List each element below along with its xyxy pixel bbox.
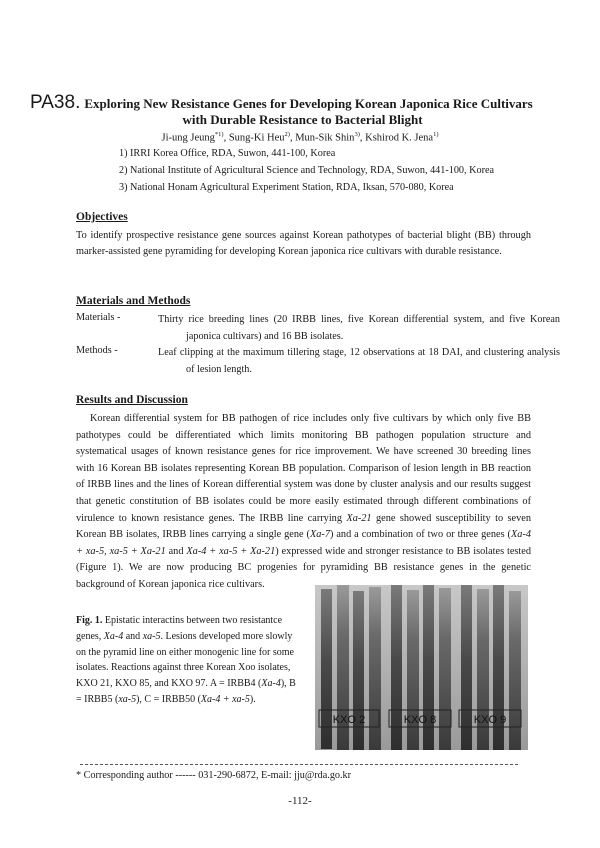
abstract-id: PA38.: [30, 92, 81, 113]
materials-text: Thirty rice breeding lines (20 IRBB lines, five Korean differential system, and five Korean japonica cultivars) and 16 BB isolates.: [158, 314, 560, 342]
caption-text: ), B = IRBB5 (: [76, 678, 296, 705]
author-list: Ji-ung Jeung$^{*1)}$, Sung-Ki Heu$^{2)}$, Mun-Sik Shin$^{3)}$, Kshirod K. Jena$^{1)}$: [161, 131, 439, 144]
gene-name: Xa-7: [309, 529, 330, 541]
affiliation: 2) National Institute of Agricultural Science and Technology, RDA, Suwon, 441-100, Korea: [119, 165, 495, 176]
author-name: Mun-Sik Shin: [295, 132, 355, 144]
photo-label-1: KXO 2: [332, 714, 366, 726]
methods-text: Leaf clipping at the maximum tillering stage, 12 observations at 18 DAI, and clustering analysis of lesion length.: [158, 347, 560, 375]
gene-name: xa-5: [118, 693, 137, 705]
leaf-photo: [315, 585, 528, 750]
gene-name: Xa-4 + xa-5 + Xa-21: [186, 545, 276, 557]
author-name: Ji-ung Jeung: [161, 132, 215, 144]
figure-caption: [76, 613, 298, 708]
results-text: gene showed susceptibility to seven Korean BB isolates, IRBB lines carrying a single gene (: [76, 512, 531, 541]
author-name: Kshirod K. Jena: [365, 132, 434, 144]
paper-title: [30, 92, 575, 127]
gene-name: xa-5: [142, 630, 161, 642]
page-number: -112-: [288, 795, 312, 807]
gene-name: Xa-4: [103, 630, 124, 642]
photo-label-3: KXO 9: [473, 714, 507, 726]
gene-name: Xa-4: [261, 678, 281, 690]
author-name: Sung-Ki Heu: [228, 132, 285, 144]
section-heading-methods: Materials and Methods: [76, 295, 191, 307]
author-mark: *1): [214, 131, 224, 138]
materials-label: Materials -: [76, 312, 121, 323]
author-mark: 1): [433, 131, 439, 138]
affiliation: 3) National Honam Agricultural Experiment Station, RDA, Iksan, 570-080, Korea: [119, 182, 454, 193]
section-heading-objectives: Objectives: [76, 211, 128, 223]
title-line-2: with Durable Resistance to Bacterial Blight: [182, 112, 423, 127]
section-heading-results: Results and Discussion: [76, 394, 188, 406]
gene-name: Xa-4 + xa-5: [200, 693, 250, 705]
objectives-text: To identify prospective resistance gene sources against Korean pathotypes of bacterial blight (BB) through marker-assisted gene pyramiding for developing Korean japonica rice cultivars with durable resistance.: [76, 230, 531, 257]
photo-label-2: KXO 8: [403, 714, 437, 726]
footnote-divider: [80, 764, 518, 765]
gene-name: Xa-4 + xa-5, xa-5 + Xa-21: [76, 529, 532, 557]
corresponding-author: * Corresponding author ------ 031-290-6872, E-mail: jju@rda.go.kr: [76, 770, 352, 781]
results-text: ) expressed wide and stronger resistance to BB isolates tested (Figure 1). We are now producing BC progenies for pyramiding BB resistance genes in the genetic background of Korean japonica rice cultivars.: [76, 545, 531, 590]
caption-text: ).: [249, 693, 256, 705]
author-mark: 3): [354, 131, 360, 138]
affiliation: 1) IRRI Korea Office, RDA, Suwon, 441-100, Korea: [119, 148, 336, 159]
gene-name: Xa-21: [346, 512, 372, 524]
caption-text: . Lesions developed more slowly on the pyramid line on either monogenic line for some isolates. Reactions against three Korean Xoo isolates, KXO 21, KXO 85, and KXO 97. A = IRBB4 (: [76, 630, 294, 690]
caption-text: and: [123, 630, 143, 642]
results-text: Korean differential system for BB pathogen of rice includes only five cultivars by which only five BB pathotypes could be differentiated which limits monitoring BB pathogen population structure and systematical usages of known resistance genes for rice improvement. We have screened 30 breeding lines with 16 Korean BB isolates representing Korean BB population. Comparison of lesion length in BB reaction of IRBB lines and the lines of Korean differential system was done by cluster analysis and our results suggest that genetic constitution of BB isolates could be more easily estimated through different combinations of virulence to known resistance genes. The IRBB line carrying: [76, 413, 531, 524]
caption-text: Epistatic interactins between two resistantce genes,: [76, 615, 283, 642]
figure-label: Fig. 1.: [76, 615, 103, 626]
figure-photo: [315, 585, 528, 750]
results-paragraph: [76, 411, 531, 594]
results-text: ) and a combination of two or three genes (: [329, 529, 511, 541]
caption-text: ), C = IRBB50 (: [136, 693, 201, 705]
title-line-1: Exploring New Resistance Genes for Developing Korean Japonica Rice Cultivars: [84, 96, 533, 111]
author-mark: 2): [284, 131, 290, 138]
methods-label: Methods -: [76, 345, 118, 356]
results-text: and: [165, 545, 187, 557]
